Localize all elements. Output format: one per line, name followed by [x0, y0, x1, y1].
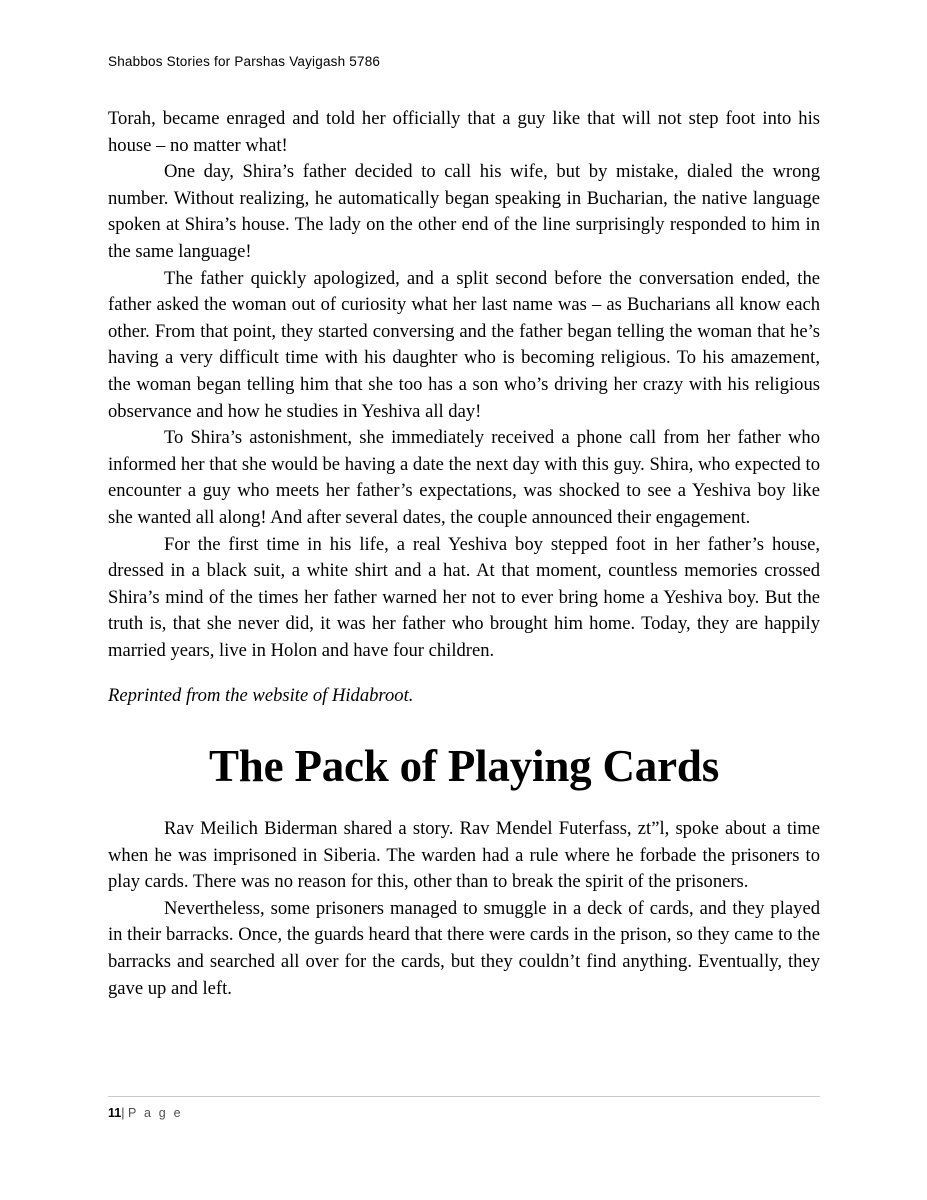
story-title: The Pack of Playing Cards	[208, 741, 720, 792]
footer-page-number: 11	[108, 1106, 122, 1120]
page-header: Shabbos Stories for Parshas Vayigash 5786	[108, 54, 381, 69]
document-body	[108, 106, 820, 1002]
spacer	[108, 710, 820, 740]
paragraph: One day, Shira’s father decided to call his wife, but by mistake, dialed the wrong number. Without realizing, he automatically began speaking in Bucharian, the native language spoken at Shira’s house. The lady on the other end of the line surprisingly responded to him in the same language!	[108, 161, 820, 262]
paragraph: To Shira’s astonishment, she immediately received a phone call from her father who informed her that she would be having a date the next day with this guy. Shira, who expected to encounter a guy who meets her father’s expectations, was shocked to see a Yeshiva boy like she wanted all along! And after several dates, the couple announced their engagement.	[108, 427, 820, 528]
paragraph: Torah, became enraged and told her officially that a guy like that will not step foot into his house – no matter what!	[108, 108, 820, 156]
footer-divider	[108, 1096, 820, 1097]
footer-separator: |	[121, 1106, 125, 1120]
spacer	[108, 664, 820, 683]
spacer	[108, 792, 820, 816]
paragraph: Rav Meilich Biderman shared a story. Rav Mendel Futerfass, zt”l, spoke about a time when he was imprisoned in Siberia. The warden had a rule where he forbade the prisoners to play cards. There was no reason for this, other than to break the spirit of the prisoners.	[108, 818, 820, 893]
page-footer	[108, 1106, 820, 1120]
paragraph: The father quickly apologized, and a split second before the conversation ended, the father asked the woman out of curiosity what her last name was – as Bucharians all know each other. From that point, they started conversing and the father began telling the woman that he’s having a very difficult time with his daughter who is becoming religious. To his amazement, the woman began telling him that she too has a son who’s driving her crazy with his religious observance and how he studies in Yeshiva all day!	[108, 267, 820, 422]
paragraph: Nevertheless, some prisoners managed to smuggle in a deck of cards, and they played in their barracks. Once, the guards heard that there were cards in the prison, so they came to the barracks and searched all over for the cards, but they couldn’t find anything. Eventually, they gave up and left.	[108, 897, 820, 999]
paragraph: For the first time in his life, a real Yeshiva boy stepped foot in her father’s house, dressed in a black suit, a white shirt and a hat. At that moment, countless memories crossed Shira’s mind of the times her father warned her not to ever bring home a Yeshiva boy. But the truth is, that she never did, it was her father who brought him home. Today, they are happily married years, live in Holon and have four children.	[108, 533, 820, 661]
attribution-line: Reprinted from the website of Hidabroot.	[108, 685, 414, 707]
footer-page-label: P a g e	[127, 1106, 183, 1120]
